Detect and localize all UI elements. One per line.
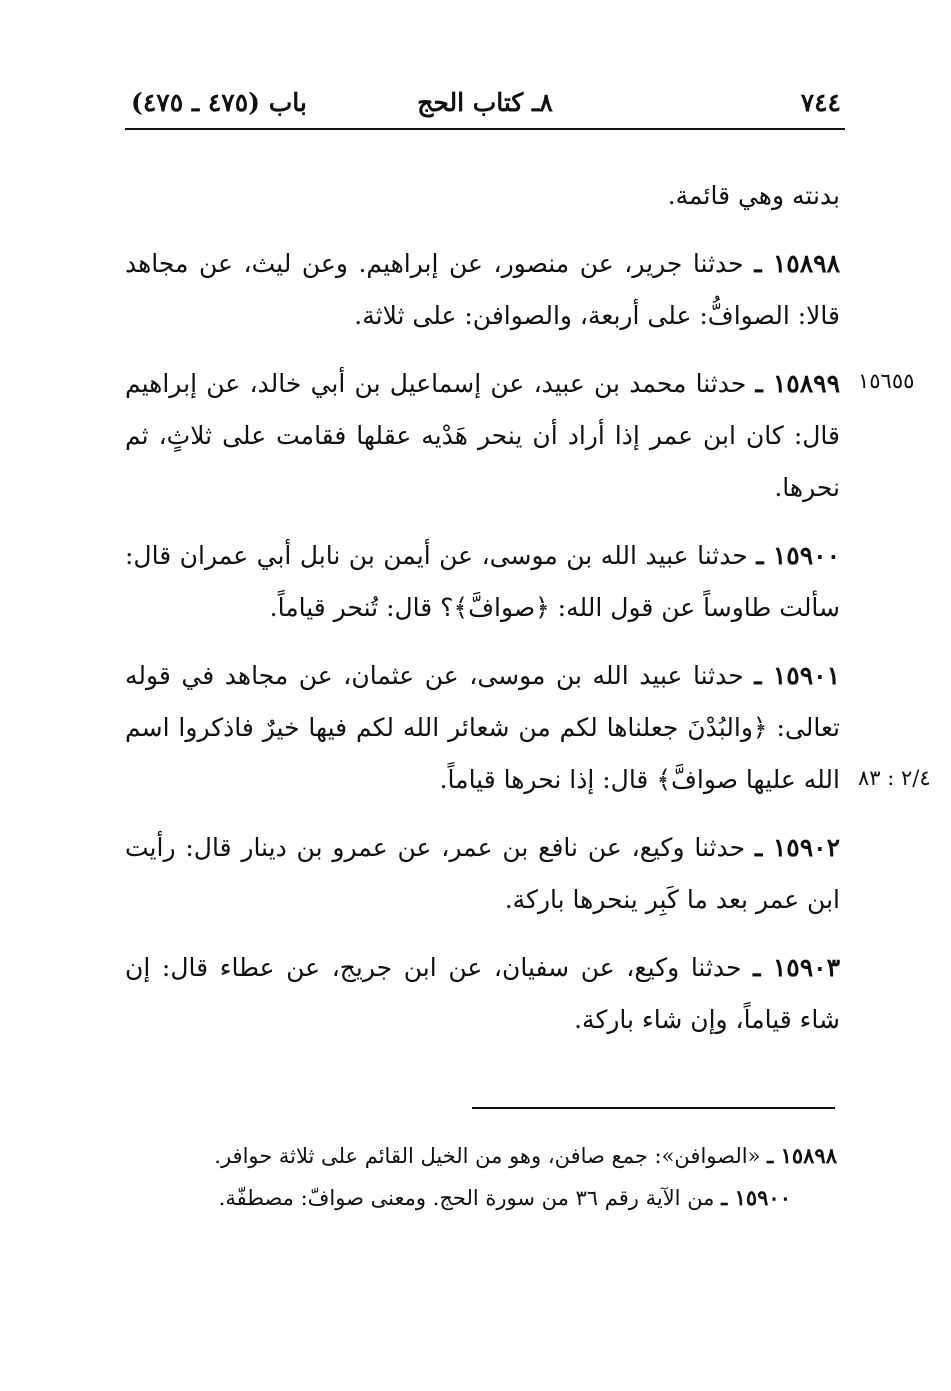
hadith-number: ١٥٩٠٢ ـ bbox=[754, 833, 841, 862]
hadith-text: حدثنا عبيد الله بن موسى، عن أيمن بن نابل أبي عمران قال: سألت طاوساً عن قول الله: ﴿صوافَّ﴾؟ قال: تُنحر قياماً. bbox=[125, 541, 840, 622]
hadith-number: ١٥٩٠٣ ـ bbox=[753, 953, 841, 982]
hadith-text: حدثنا محمد بن عبيد، عن إسماعيل بن أبي خالد، عن إبراهيم قال: كان ابن عمر إذا أراد أن ينحر هَدْيه عقلها فقامت على ثلاثٍ، ثم نحرها. bbox=[125, 369, 840, 502]
hadith-15898 bbox=[125, 238, 840, 342]
hadith-text: حدثنا وكيع، عن نافع بن عمر، عن عمرو بن دينار قال: رأيت ابن عمر بعد ما كَبِر ينحرها باركة. bbox=[125, 833, 840, 914]
footnote-number: ١٥٩٠٠ ـ bbox=[721, 1185, 791, 1210]
footnote-15898 bbox=[125, 1135, 837, 1177]
chapter-title: باب (٤٧٥ ـ ٤٧٥) bbox=[131, 88, 307, 117]
hadith-15900 bbox=[125, 530, 840, 634]
footnote-rule bbox=[472, 1107, 835, 1109]
paragraph-continuation bbox=[125, 170, 840, 222]
footnote-text: من الآية رقم ٣٦ من سورة الحج. ومعنى صوافّ: مصطفّة. bbox=[218, 1186, 715, 1210]
paragraph-text: بدنته وهي قائمة. bbox=[667, 181, 840, 210]
hadith-15902 bbox=[125, 822, 840, 926]
footnotes bbox=[125, 1135, 837, 1219]
hadith-15903 bbox=[125, 942, 840, 1046]
footnote-number: ١٥٨٩٨ ـ bbox=[767, 1143, 837, 1168]
hadith-number: ١٥٩٠٠ ـ bbox=[756, 541, 840, 570]
hadith-text: حدثنا جرير، عن منصور، عن إبراهيم. وعن ليث، عن مجاهد قالا: الصوافُّ: على أربعة، والصوافن: على ثلاثة. bbox=[125, 249, 840, 330]
hadith-15901 bbox=[125, 650, 840, 806]
hadith-text: حدثنا وكيع، عن سفيان، عن ابن جريج، عن عطاء قال: إن شاء قياماً، وإن شاء باركة. bbox=[125, 953, 840, 1034]
book-title: ٨ـ كتاب الحج bbox=[417, 88, 553, 117]
margin-reference-15899: ١٥٦٥٥ bbox=[858, 369, 915, 393]
page-number: ٧٤٤ bbox=[800, 88, 841, 117]
hadith-15899 bbox=[125, 358, 840, 514]
hadith-number: ١٥٩٠١ ـ bbox=[754, 661, 841, 690]
hadith-text: حدثنا عبيد الله بن موسى، عن عثمان، عن مجاهد في قوله تعالى: ﴿والبُدْنَ جعلناها لكم من شعائر الله لكم فيها خيرٌ فاذكروا اسم الله عليها صوافَّ﴾ قال: إذا نحرها قياماً. bbox=[125, 661, 840, 794]
hadith-number: ١٥٨٩٨ ـ bbox=[754, 249, 840, 278]
hadith-number: ١٥٨٩٩ ـ bbox=[755, 369, 840, 398]
main-text bbox=[125, 170, 840, 1062]
footnote-text: «الصوافن»: جمع صافن، وهو من الخيل القائم على ثلاثة حوافر. bbox=[214, 1144, 761, 1168]
margin-reference-15901: ٢/٤ : ٨٣ bbox=[858, 766, 931, 790]
page-header bbox=[125, 88, 845, 122]
footnote-15900 bbox=[125, 1177, 837, 1219]
header-rule bbox=[125, 128, 845, 130]
